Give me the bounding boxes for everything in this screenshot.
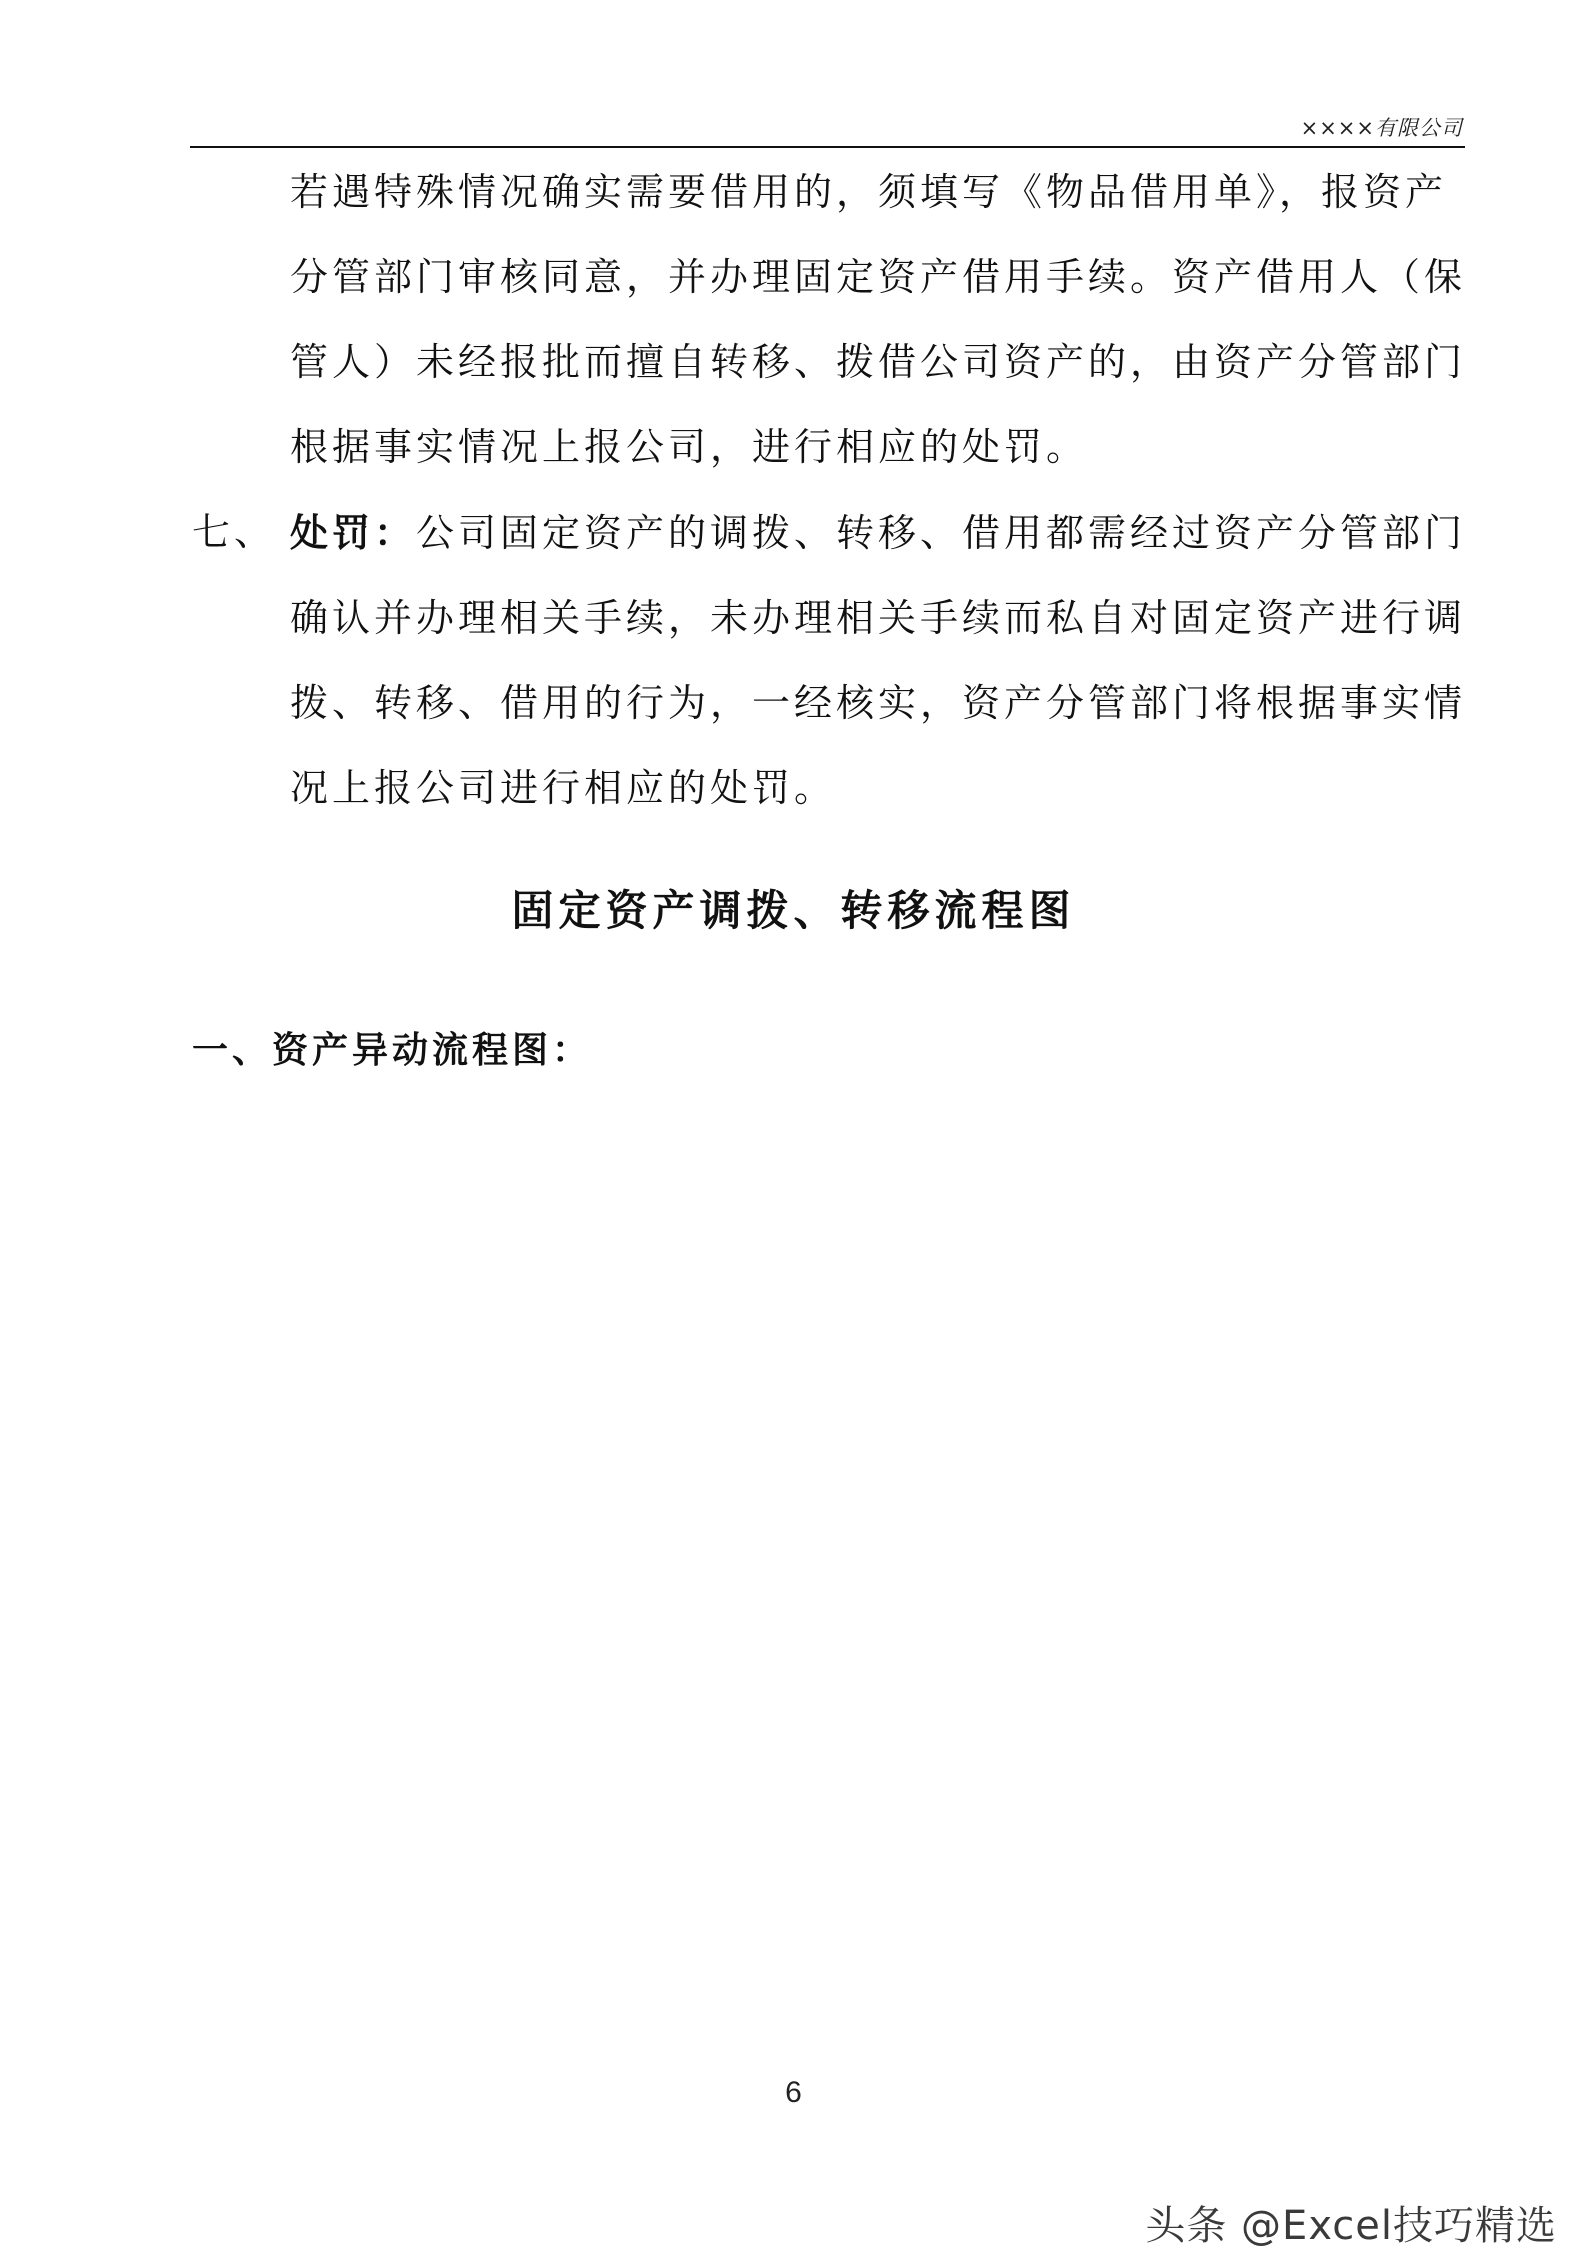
paragraph-line: 拨、转移、借用的行为，一经核实，资产分管部门将根据事实情	[290, 681, 1467, 725]
item-seven-paragraph	[290, 490, 1470, 831]
continuation-paragraph	[290, 150, 1470, 490]
header-company-name: ××××有限公司	[1300, 116, 1463, 140]
header-divider	[190, 146, 1465, 148]
paragraph-line: 况上报公司进行相应的处罚。	[290, 766, 837, 810]
paragraph-line	[290, 490, 1470, 576]
paragraph-line: 管人）未经报批而擅自转移、拨借公司资产的，由资产分管部门	[290, 340, 1467, 384]
paragraph-line: 确认并办理相关手续，未办理相关手续而私自对固定资产进行调	[290, 596, 1467, 640]
paragraph-line: 根据事实情况上报公司，进行相应的处罚。	[290, 425, 1089, 469]
paragraph-line: 分管部门审核同意，并办理固定资产借用手续。资产借用人（保	[290, 255, 1467, 299]
section-title: 固定资产调拨、转移流程图	[511, 886, 1076, 935]
item-seven-label: 处罚：	[290, 510, 417, 555]
page-number: 6	[785, 2076, 802, 2109]
item-seven-first-line: 公司固定资产的调拨、转移、借用都需经过资产分管部门	[416, 511, 1467, 555]
paragraph-line: 若遇特殊情况确实需要借用的，须填写《物品借用单》，报资产	[290, 170, 1448, 214]
sub-heading: 一、资产异动流程图：	[192, 1029, 593, 1071]
watermark: 头条 @Excel技巧精选	[1145, 2203, 1557, 2249]
item-number-seven: 七、	[192, 510, 277, 554]
